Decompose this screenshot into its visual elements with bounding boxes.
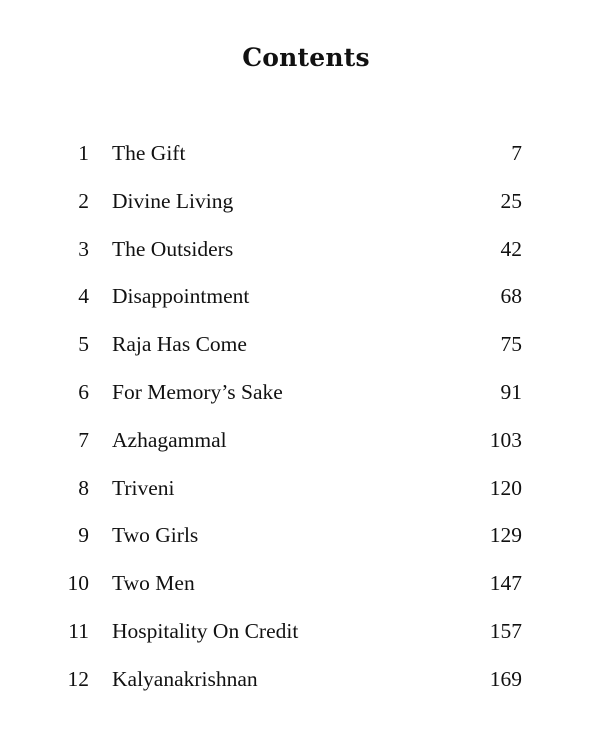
- chapter-number: 3: [78, 236, 89, 261]
- chapter-page: 129: [489, 523, 522, 548]
- table-of-contents: [0, 135, 600, 709]
- toc-entry: [0, 278, 600, 326]
- chapter-title: For Memory’s Sake: [112, 379, 283, 404]
- chapter-number: 9: [78, 523, 89, 548]
- toc-entry: [0, 135, 600, 183]
- chapter-number: 8: [78, 475, 89, 500]
- chapter-page: 169: [489, 666, 522, 691]
- chapter-number: 2: [78, 188, 89, 213]
- chapter-number: 10: [67, 571, 89, 596]
- chapter-page: 157: [489, 618, 522, 643]
- chapter-number: 11: [68, 618, 89, 643]
- toc-entry: [0, 613, 600, 661]
- toc-entry: [0, 517, 600, 565]
- chapter-number: 12: [67, 666, 89, 691]
- chapter-page: 103: [489, 427, 522, 452]
- toc-entry: [0, 565, 600, 613]
- chapter-page: 25: [500, 188, 522, 213]
- chapter-title: Hospitality On Credit: [112, 618, 299, 643]
- chapter-number: 6: [78, 379, 89, 404]
- toc-entry: [0, 326, 600, 374]
- chapter-number: 1: [78, 141, 89, 165]
- chapter-number: 4: [78, 284, 89, 309]
- chapter-page: 120: [489, 475, 522, 500]
- chapter-title: Divine Living: [112, 188, 234, 213]
- toc-entry: [0, 231, 600, 279]
- chapter-number: 7: [78, 427, 89, 452]
- chapter-page: 7: [511, 141, 522, 165]
- toc-entry: [0, 661, 600, 709]
- chapter-title: Raja Has Come: [112, 332, 247, 357]
- chapter-title: Kalyanakrishnan: [112, 666, 258, 691]
- chapter-number: 5: [78, 332, 89, 357]
- chapter-title: Azhagammal: [112, 427, 227, 452]
- chapter-page: 42: [500, 236, 522, 261]
- toc-entry: [0, 470, 600, 518]
- chapter-page: 75: [500, 332, 522, 357]
- chapter-title: Two Men: [112, 571, 195, 596]
- chapter-page: 68: [500, 284, 522, 309]
- chapter-title: The Outsiders: [112, 236, 234, 261]
- chapter-title: Disappointment: [112, 284, 250, 309]
- chapter-page: 147: [489, 571, 522, 596]
- chapter-page: 91: [500, 379, 522, 404]
- toc-entry: [0, 374, 600, 422]
- page-title: Contents: [242, 43, 370, 72]
- toc-entry: [0, 422, 600, 470]
- chapter-title: Two Girls: [112, 523, 199, 548]
- chapter-title: Triveni: [112, 475, 175, 500]
- chapter-title: The Gift: [112, 141, 186, 165]
- toc-entry: [0, 183, 600, 231]
